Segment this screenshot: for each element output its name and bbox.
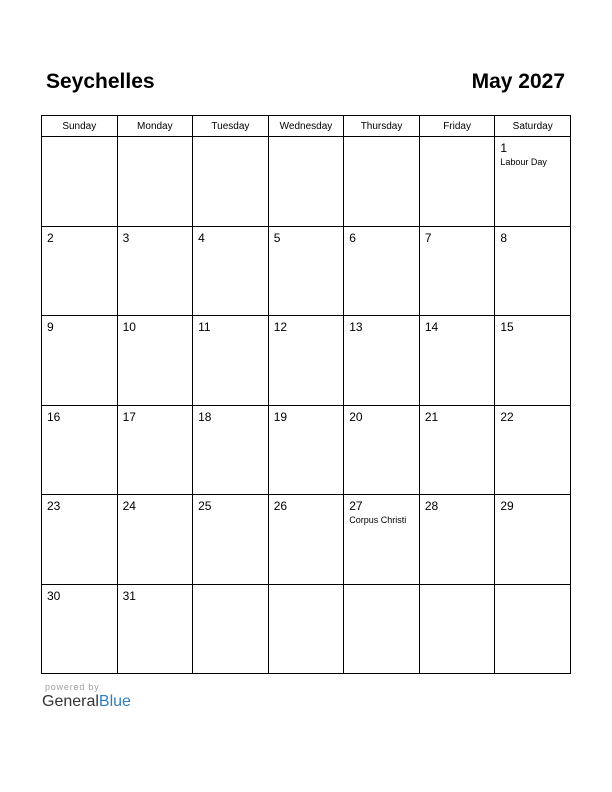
day-cell bbox=[117, 226, 193, 316]
calendar-body bbox=[42, 137, 571, 674]
country-title: Seychelles bbox=[46, 70, 155, 93]
day-cell bbox=[193, 316, 269, 406]
day-cell bbox=[419, 584, 495, 674]
day-cell bbox=[42, 584, 118, 674]
day-cell bbox=[495, 495, 571, 585]
week-row bbox=[42, 226, 571, 316]
powered-by-text: powered by bbox=[45, 682, 100, 692]
day-number: 11 bbox=[198, 320, 211, 334]
day-cell bbox=[42, 495, 118, 585]
day-number: 2 bbox=[47, 230, 54, 245]
week-row bbox=[42, 137, 571, 227]
day-number: 23 bbox=[47, 499, 61, 513]
day-cell bbox=[193, 137, 269, 227]
day-cell bbox=[344, 495, 420, 585]
day-number: 20 bbox=[349, 409, 363, 424]
day-number: 10 bbox=[122, 320, 136, 334]
day-number: 16 bbox=[47, 409, 61, 424]
day-number: 8 bbox=[500, 230, 508, 245]
day-number: 14 bbox=[424, 320, 439, 334]
weekday-sunday: Sunday bbox=[42, 116, 118, 137]
holiday-label: Labour Day bbox=[500, 157, 547, 167]
day-number: 13 bbox=[349, 320, 363, 334]
day-cell bbox=[268, 316, 344, 406]
day-cell bbox=[419, 137, 495, 227]
week-row bbox=[42, 316, 571, 406]
weekday-wednesday: Wednesday bbox=[268, 116, 344, 137]
day-number: 31 bbox=[122, 588, 136, 603]
weekday-tuesday: Tuesday bbox=[193, 116, 269, 137]
weekday-thursday: Thursday bbox=[344, 116, 420, 137]
weekday-saturday: Saturday bbox=[495, 116, 571, 137]
day-number: 24 bbox=[122, 499, 136, 513]
day-cell bbox=[117, 584, 193, 674]
holiday-label: Corpus Christi bbox=[349, 515, 407, 525]
day-number: 25 bbox=[198, 499, 212, 513]
day-cell bbox=[268, 495, 344, 585]
day-number: 17 bbox=[122, 409, 136, 424]
day-cell bbox=[117, 137, 193, 227]
day-cell bbox=[42, 405, 118, 495]
day-cell bbox=[495, 584, 571, 674]
day-number: 26 bbox=[273, 499, 288, 513]
day-cell bbox=[268, 226, 344, 316]
day-number: 6 bbox=[349, 230, 356, 245]
page-header bbox=[46, 70, 565, 100]
day-cell bbox=[193, 226, 269, 316]
day-cell bbox=[419, 316, 495, 406]
day-number: 22 bbox=[500, 409, 514, 424]
day-cell bbox=[193, 495, 269, 585]
day-cell bbox=[495, 316, 571, 406]
day-cell bbox=[268, 137, 344, 227]
generalblue-logo bbox=[42, 693, 131, 711]
day-cell bbox=[268, 584, 344, 674]
week-row bbox=[42, 405, 571, 495]
day-cell bbox=[193, 405, 269, 495]
day-number: 1 bbox=[500, 141, 508, 155]
month-year-title: May 2027 bbox=[471, 70, 565, 93]
day-number: 15 bbox=[500, 320, 514, 334]
day-cell bbox=[344, 584, 420, 674]
day-cell bbox=[117, 316, 193, 406]
week-row bbox=[42, 584, 571, 674]
day-number: 21 bbox=[424, 409, 439, 424]
day-cell bbox=[42, 137, 118, 227]
day-cell bbox=[495, 405, 571, 495]
day-cell bbox=[344, 137, 420, 227]
day-cell bbox=[419, 495, 495, 585]
day-cell bbox=[419, 405, 495, 495]
week-row bbox=[42, 495, 571, 585]
day-cell bbox=[344, 226, 420, 316]
day-number: 18 bbox=[198, 409, 212, 424]
logo-blue-text: Blue bbox=[98, 693, 131, 710]
day-cell bbox=[268, 405, 344, 495]
day-cell bbox=[344, 316, 420, 406]
calendar-grid bbox=[41, 115, 571, 674]
weekday-header-row bbox=[42, 116, 571, 137]
day-number: 12 bbox=[273, 320, 288, 334]
day-number: 9 bbox=[47, 320, 54, 334]
day-number: 7 bbox=[424, 230, 432, 245]
day-number: 19 bbox=[273, 409, 288, 424]
footer bbox=[42, 682, 131, 711]
weekday-monday: Monday bbox=[117, 116, 193, 137]
day-number: 4 bbox=[198, 230, 205, 245]
day-number: 27 bbox=[349, 499, 363, 513]
logo-general-text: General bbox=[42, 693, 99, 710]
day-number: 30 bbox=[47, 588, 61, 603]
day-cell bbox=[117, 405, 193, 495]
day-cell bbox=[193, 584, 269, 674]
day-cell bbox=[117, 495, 193, 585]
day-number: 3 bbox=[122, 230, 130, 245]
day-cell bbox=[419, 226, 495, 316]
day-cell bbox=[344, 405, 420, 495]
day-number: 29 bbox=[500, 499, 514, 513]
day-number: 28 bbox=[424, 499, 439, 513]
day-cell bbox=[495, 137, 571, 227]
weekday-friday: Friday bbox=[419, 116, 495, 137]
day-cell bbox=[42, 226, 118, 316]
day-cell bbox=[495, 226, 571, 316]
day-cell bbox=[42, 316, 118, 406]
day-number: 5 bbox=[273, 230, 281, 245]
